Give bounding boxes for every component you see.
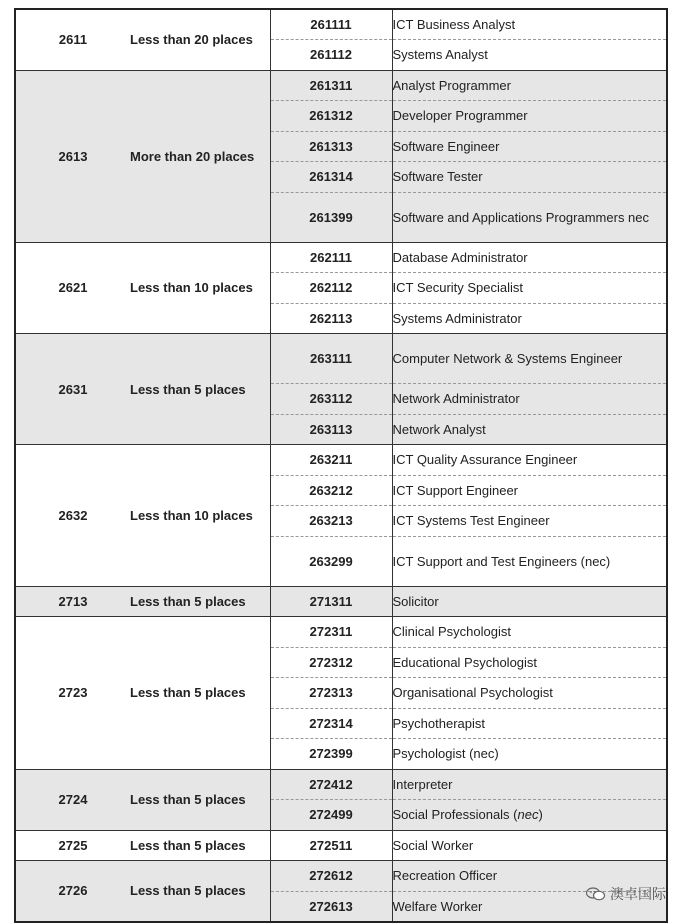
- places-available: More than 20 places: [130, 70, 270, 242]
- occupation-name: ICT Support Engineer: [392, 475, 667, 506]
- occupation-code: 263111: [270, 334, 392, 384]
- occupation-table: [14, 8, 668, 923]
- occupation-name: Software and Applications Programmers nec: [392, 192, 667, 242]
- occupation-name: Systems Analyst: [392, 40, 667, 71]
- occupation-code: 261314: [270, 162, 392, 193]
- occupation-name: Solicitor: [392, 586, 667, 617]
- unit-group-code: 2611: [15, 9, 130, 70]
- occupation-code: 272499: [270, 800, 392, 831]
- occupation-name: Social Professionals (nec): [392, 800, 667, 831]
- occupation-code: 272613: [270, 891, 392, 922]
- unit-group-code: 2632: [15, 445, 130, 587]
- occupation-name: Analyst Programmer: [392, 70, 667, 101]
- occupation-code: 263299: [270, 536, 392, 586]
- occupation-name: Psychologist (nec): [392, 739, 667, 770]
- unit-group-code: 2613: [15, 70, 130, 242]
- unit-group-code: 2631: [15, 334, 130, 445]
- occupation-code: 261399: [270, 192, 392, 242]
- table-row: [15, 242, 667, 273]
- occupation-code: 272313: [270, 678, 392, 709]
- occupation-code: 262112: [270, 273, 392, 304]
- occupation-code: 271311: [270, 586, 392, 617]
- places-available: Less than 10 places: [130, 445, 270, 587]
- occupation-name: Software Engineer: [392, 131, 667, 162]
- table-row: [15, 334, 667, 384]
- occupation-name: Welfare Worker: [392, 891, 667, 922]
- occupation-code: 261311: [270, 70, 392, 101]
- occupation-code: 261313: [270, 131, 392, 162]
- occupation-name: Systems Administrator: [392, 303, 667, 334]
- occupation-code: 272314: [270, 708, 392, 739]
- watermark: [586, 884, 666, 904]
- unit-group-code: 2725: [15, 830, 130, 861]
- occupation-code: 261112: [270, 40, 392, 71]
- occupation-name: Software Tester: [392, 162, 667, 193]
- occupation-code: 272612: [270, 861, 392, 892]
- occupation-name: ICT Systems Test Engineer: [392, 506, 667, 537]
- occupation-name: Database Administrator: [392, 242, 667, 273]
- unit-group-code: 2726: [15, 861, 130, 922]
- occupation-name: Computer Network & Systems Engineer: [392, 334, 667, 384]
- table-row: [15, 830, 667, 861]
- occupation-code: 272311: [270, 617, 392, 648]
- table-row: [15, 445, 667, 476]
- occupation-name: Clinical Psychologist: [392, 617, 667, 648]
- occupation-code: 261111: [270, 9, 392, 40]
- occupation-name: ICT Security Specialist: [392, 273, 667, 304]
- occupation-code: 272511: [270, 830, 392, 861]
- unit-group-code: 2724: [15, 769, 130, 830]
- occupation-code: 272312: [270, 647, 392, 678]
- places-available: Less than 5 places: [130, 830, 270, 861]
- occupation-code: 262111: [270, 242, 392, 273]
- places-available: Less than 20 places: [130, 9, 270, 70]
- nec-italic: nec: [517, 807, 539, 823]
- occupation-name: Developer Programmer: [392, 101, 667, 132]
- table-row: [15, 769, 667, 800]
- occupation-code: 263211: [270, 445, 392, 476]
- occupation-code: 261312: [270, 101, 392, 132]
- unit-group-code: 2723: [15, 617, 130, 770]
- occupation-code: 263213: [270, 506, 392, 537]
- watermark-text: 澳卓国际: [610, 887, 666, 903]
- occupation-name: Organisational Psychologist: [392, 678, 667, 709]
- wechat-icon: [586, 887, 606, 901]
- occupation-name: ICT Business Analyst: [392, 9, 667, 40]
- occupation-name: Network Analyst: [392, 414, 667, 445]
- table-row: [15, 861, 667, 892]
- places-available: Less than 5 places: [130, 861, 270, 922]
- table-row: [15, 70, 667, 101]
- occupation-name: Interpreter: [392, 769, 667, 800]
- occupation-code: 263113: [270, 414, 392, 445]
- places-available: Less than 5 places: [130, 769, 270, 830]
- occupation-code: 263212: [270, 475, 392, 506]
- places-available: Less than 5 places: [130, 586, 270, 617]
- places-available: Less than 5 places: [130, 334, 270, 445]
- places-available: Less than 10 places: [130, 242, 270, 334]
- table-row: [15, 9, 667, 40]
- unit-group-code: 2713: [15, 586, 130, 617]
- occupation-name: Social Worker: [392, 830, 667, 861]
- occupation-code: 272412: [270, 769, 392, 800]
- places-available: Less than 5 places: [130, 617, 270, 770]
- occupation-name: ICT Support and Test Engineers (nec): [392, 536, 667, 586]
- occupation-name: Recreation Officer: [392, 861, 667, 892]
- occupation-name: Educational Psychologist: [392, 647, 667, 678]
- occupation-code: 272399: [270, 739, 392, 770]
- occupation-name: ICT Quality Assurance Engineer: [392, 445, 667, 476]
- occupation-code: 263112: [270, 384, 392, 415]
- occupation-name: Psychotherapist: [392, 708, 667, 739]
- occupation-code: 262113: [270, 303, 392, 334]
- unit-group-code: 2621: [15, 242, 130, 334]
- occupation-name: Network Administrator: [392, 384, 667, 415]
- table-row: [15, 586, 667, 617]
- table-row: [15, 617, 667, 648]
